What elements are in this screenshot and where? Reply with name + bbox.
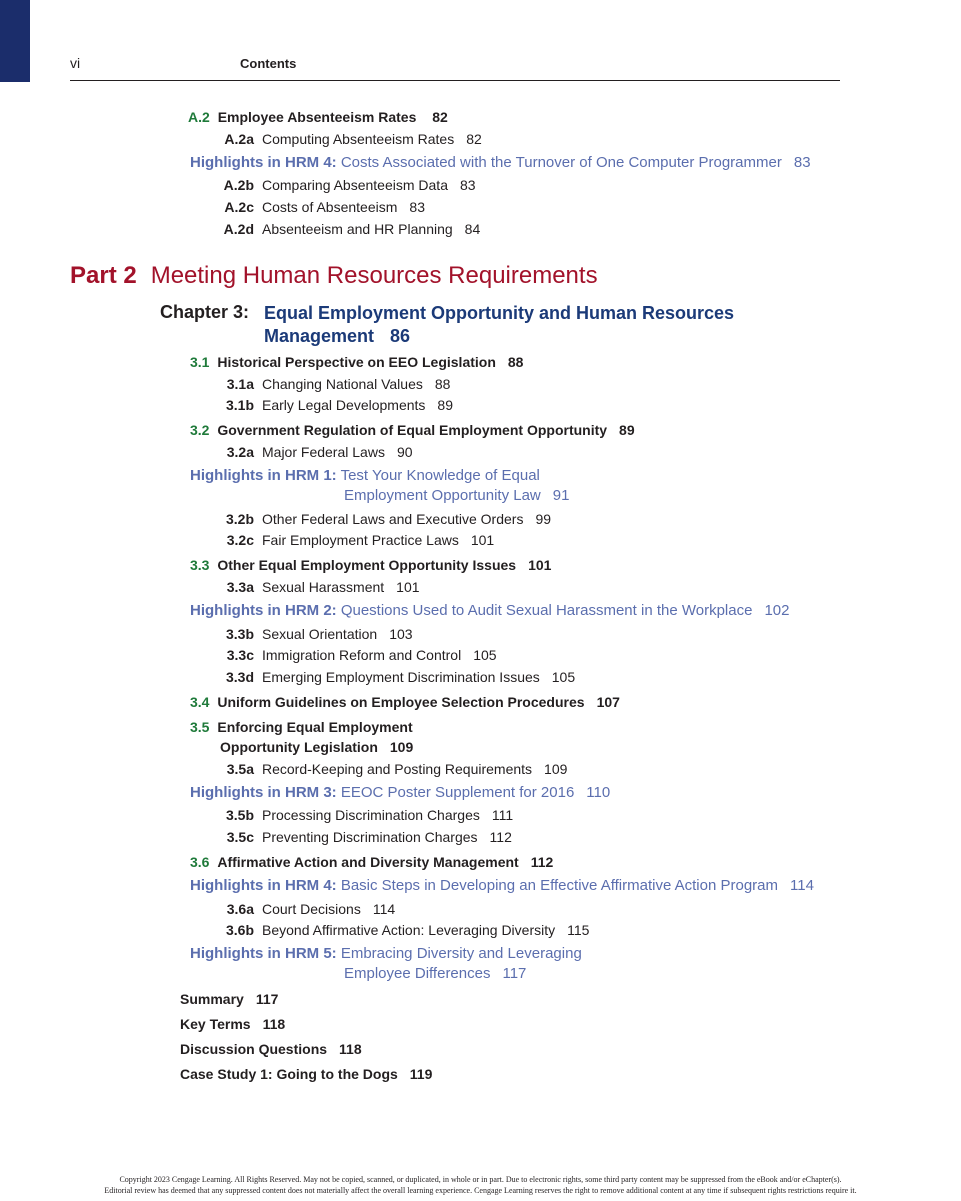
toc-entry-3-1a[interactable]: 3.1a Changing National Values 88: [226, 376, 451, 392]
highlights-hrm1[interactable]: Highlights in HRM 1: Test Your Knowledge of Equal: [190, 467, 540, 484]
toc-entry-a2c[interactable]: A.2c Costs of Absenteeism 83: [224, 199, 425, 215]
chapter-label: Chapter 3:: [160, 302, 250, 322]
toc-entry-3-6b[interactable]: 3.6b Beyond Affirmative Action: Leveraging Diversity 115: [225, 922, 590, 938]
toc-section-3-2[interactable]: 3.2 Government Regulation of Equal Employment Opportunity 89: [190, 422, 635, 438]
toc-entry-3-5c[interactable]: 3.5c Preventing Discrimination Charges 112: [226, 829, 512, 845]
toc-summary[interactable]: Summary 117: [180, 991, 279, 1007]
toc-entry-a2[interactable]: A.2 Employee Absenteeism Rates 82: [188, 109, 448, 125]
highlights-hrm3[interactable]: Highlights in HRM 3: EEOC Poster Supplement for 2016 110: [190, 784, 611, 801]
copyright-footer: Copyright 2023 Cengage Learning. All Rights Reserved. May not be copied, scanned, or duplicated, in whole or in part. Due to electronic rights, some third party content may be suppressed from the eBook and/or eChapter(s). Editorial review has deemed that any suppressed content does not materially affect the overall learning experience. Cengage Learning reserves the right to remove additional content at any time if subsequent rights restrictions require it.: [104, 1175, 857, 1195]
toc-entry-3-3b[interactable]: 3.3b Sexual Orientation 103: [225, 626, 413, 642]
toc-entry-a2a[interactable]: A.2a Computing Absenteeism Rates 82: [224, 131, 482, 147]
toc-entry-3-5b[interactable]: 3.5b Processing Discrimination Charges 111: [225, 807, 514, 823]
toc-entry-3-6a[interactable]: 3.6a Court Decisions 114: [226, 901, 396, 917]
part-label: Part 2: [70, 262, 137, 289]
highlights-hrm1-cont[interactable]: Employment Opportunity Law 91: [344, 487, 570, 504]
chapter-title[interactable]: Equal Employment Opportunity and Human Resources Management 86: [264, 303, 735, 346]
toc-section-3-5[interactable]: 3.5 Enforcing Equal Employment: [190, 719, 413, 735]
toc-entry-3-3a[interactable]: 3.3a Sexual Harassment 101: [226, 579, 420, 595]
toc-case-study[interactable]: Case Study 1: Going to the Dogs 119: [180, 1066, 433, 1082]
toc-entry-3-2b[interactable]: 3.2b Other Federal Laws and Executive Orders 99: [225, 511, 552, 527]
toc-section-3-4[interactable]: 3.4 Uniform Guidelines on Employee Selection Procedures 107: [190, 694, 620, 710]
toc-section-3-1[interactable]: 3.1 Historical Perspective on EEO Legislation 88: [190, 354, 524, 370]
toc-entry-a2b[interactable]: A.2b Comparing Absenteeism Data 83: [223, 177, 476, 193]
toc-entry-a2d[interactable]: A.2d Absenteeism and HR Planning 84: [223, 221, 481, 237]
toc-key-terms[interactable]: Key Terms 118: [180, 1016, 286, 1032]
running-header-title: Contents: [240, 56, 297, 71]
part-title: Meeting Human Resources Requirements: [150, 262, 598, 289]
toc-section-3-3[interactable]: 3.3 Other Equal Employment Opportunity Issues 101: [190, 557, 552, 573]
toc-entry-3-1b[interactable]: 3.1b Early Legal Developments 89: [225, 397, 453, 413]
toc-entry-3-3d[interactable]: 3.3d Emerging Employment Discrimination Issues 105: [225, 669, 576, 685]
toc-entry-3-2a[interactable]: 3.2a Major Federal Laws 90: [226, 444, 413, 460]
highlights-hrm5[interactable]: Highlights in HRM 5: Embracing Diversity and Leveraging: [190, 945, 582, 962]
highlights-hrm4-appendix[interactable]: Highlights in HRM 4: Costs Associated with the Turnover of One Computer Programmer 83: [190, 154, 811, 171]
header-rule: [70, 80, 840, 81]
toc-discussion-questions[interactable]: Discussion Questions 118: [180, 1041, 362, 1057]
page-number: vi: [70, 55, 81, 71]
toc-entry-3-2c[interactable]: 3.2c Fair Employment Practice Laws 101: [226, 532, 495, 548]
toc-section-3-6[interactable]: 3.6 Affirmative Action and Diversity Management 112: [190, 854, 554, 870]
toc-entry-3-3c[interactable]: 3.3c Immigration Reform and Control 105: [226, 647, 497, 663]
chapter-tab-marker: [0, 0, 30, 82]
highlights-hrm4[interactable]: Highlights in HRM 4: Basic Steps in Developing an Effective Affirmative Action Program 114: [190, 877, 814, 894]
toc-section-3-5-cont[interactable]: Opportunity Legislation 109: [220, 739, 414, 755]
part-heading: [70, 262, 598, 290]
toc-entry-3-5a[interactable]: 3.5a Record-Keeping and Posting Requirements 109: [226, 761, 568, 777]
highlights-hrm2[interactable]: Highlights in HRM 2: Questions Used to Audit Sexual Harassment in the Workplace 102: [190, 602, 790, 619]
highlights-hrm5-cont[interactable]: Employee Differences 117: [344, 965, 527, 982]
